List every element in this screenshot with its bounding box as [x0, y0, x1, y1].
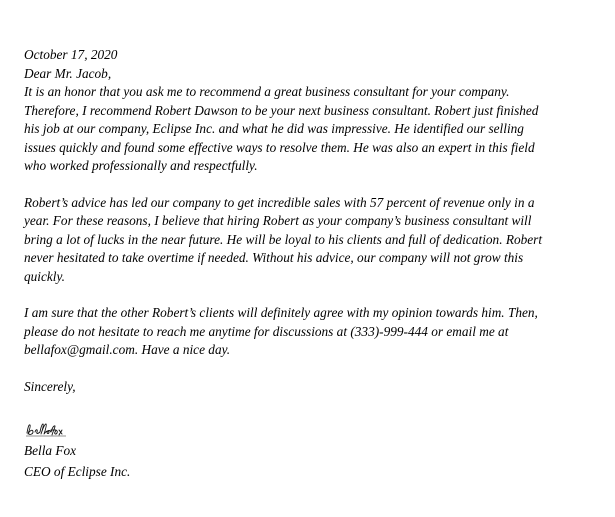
paragraph-line: issues quickly and found some effective ways to resolve them. He was also an expert in this field	[24, 139, 535, 155]
body-paragraph-3	[24, 304, 592, 360]
paragraph-line: who worked professionally and respectfully.	[24, 158, 258, 173]
paragraph-line: Therefore, I recommend Robert Dawson to be your next business consultant. Robert just finished	[24, 102, 539, 118]
paragraph-line: his job at our company, Eclipse Inc. and what he did was impressive. He identified our selling	[24, 121, 524, 136]
paragraph-line: quickly.	[24, 268, 65, 284]
handwritten-signature	[24, 421, 592, 441]
body-paragraph-2	[24, 194, 592, 287]
letter-salutation: Dear Mr. Jacob,	[24, 65, 112, 81]
paragraph-line: It is an honor that you ask me to recommend a great business consultant for your company.	[24, 84, 510, 99]
letter-closing: Sincerely,	[24, 378, 76, 394]
paragraph-line: bellafox@gmail.com. Have a nice day.	[24, 342, 231, 357]
paragraph-line: bring a lot of lucks in the near future. He will be loyal to his clients and full of dedication. Robert	[24, 231, 543, 247]
body-paragraph-1	[24, 83, 592, 176]
paragraph-line: never hesitated to take overtime if needed. Without his advice, our company will not grow this	[24, 250, 524, 265]
paragraph-line: I am sure that the other Robert’s clients will definitely agree with my opinion towards him. Then,	[24, 305, 538, 320]
signer-title: CEO of Eclipse Inc.	[24, 463, 131, 479]
paragraph-line: please do not hesitate to reach me anytime for discussions at (333)-999-444 or email me at	[24, 323, 509, 339]
letter-date: October 17, 2020	[24, 47, 118, 62]
paragraph-line: Robert’s advice has led our company to get incredible sales with 57 percent of revenue only in a	[24, 194, 535, 210]
paragraph-line: year. For these reasons, I believe that hiring Robert as your company’s business consultant will	[24, 213, 532, 228]
signer-name: Bella Fox	[24, 443, 77, 458]
letter	[24, 46, 592, 482]
